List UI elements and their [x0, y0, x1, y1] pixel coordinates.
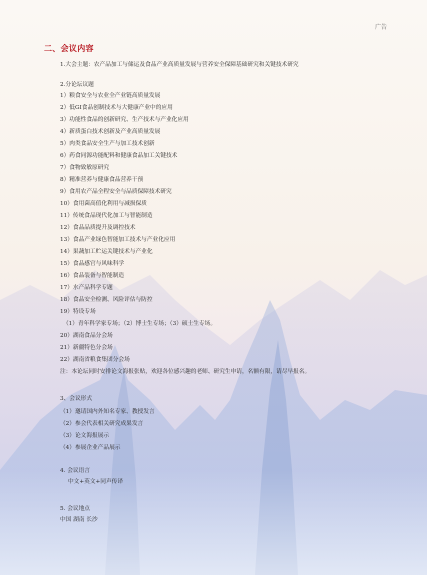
list-item: 21）新疆特色分会场: [60, 345, 113, 351]
list-item: 22）湖南省粮食集团分会场: [60, 357, 130, 363]
list-item: 2）低GI食品创制技术与大健康产业中的应用: [60, 105, 173, 111]
language-section: [60, 466, 123, 488]
list-item: 6）药食同源功能配料和健康食品加工关键技术: [60, 153, 178, 159]
format-list: [60, 406, 155, 454]
list-item: 12）食品品质提升及调控技术: [60, 225, 136, 231]
list-item: 1）粮食安全与农业全产业链高质量发展: [60, 93, 161, 99]
forum-topics-section: [60, 80, 310, 378]
format-title: 3、会议形式: [60, 396, 93, 402]
list-item: （2）参会代表相关研究成果发言: [60, 421, 144, 427]
list-item: 13）食品产业绿色智能加工技术与产业化应用: [60, 237, 176, 243]
language-value: 中文+英文+同声传译: [68, 479, 124, 485]
list-item: 14）果蔬加工贮运关键技术与产业化: [60, 249, 153, 255]
list-item: 9）食用农产品全程安全与品质保障技术研究: [60, 189, 172, 195]
location-value: 中国 湖南 长沙: [60, 517, 98, 523]
list-item: 16）食品装备与智能制造: [60, 273, 125, 279]
list-item: 10）食用菌高值化利用与减损保质: [60, 201, 147, 207]
language-title: 4. 会议语言: [60, 468, 90, 474]
forum-topics-title: 2.分论坛议题: [60, 82, 94, 88]
forum-topics-list: [60, 90, 310, 378]
list-item: （3）论文海报展示: [60, 433, 110, 439]
list-item: 20）湖南食品分会场: [60, 333, 113, 339]
section-title: 二、会议内容: [44, 44, 94, 53]
conference-theme: 1.大会主题：农产品加工与储运及食品产业高质量发展与营养安全保障基础研究和关键技术研究: [60, 62, 299, 68]
list-item: （4）参展企业产品展示: [60, 445, 121, 451]
list-item: 4）新质蛋白技术创新及产业高质量发展: [60, 129, 161, 135]
format-section: [60, 394, 155, 454]
list-item: 19）特设专场: [60, 309, 96, 315]
list-item: 17）水产品科学专题: [60, 285, 113, 291]
list-item: 8）精准营养与健康食品营养干预: [60, 177, 144, 183]
list-item: 18）食品安全检测、风险评估与防控: [60, 297, 153, 303]
location-title: 5. 会议地点: [60, 506, 90, 512]
list-item: 7）食物致敏原研究: [60, 165, 110, 171]
list-item: （1）邀请国内外知名专家、教授发言: [60, 409, 155, 415]
list-item: 11）传统食品现代化加工与智能制造: [60, 213, 153, 219]
location-section: [60, 504, 98, 526]
list-item: 3）功能性食品的创新研究、生产技术与产业化应用: [60, 117, 189, 123]
list-item: 5）肉类食品安全生产与加工技术创新: [60, 141, 155, 147]
special-sessions: （1）青年科学家专场；（2）博士生专场；（3）硕士生专场。: [63, 321, 217, 327]
list-item: 15）食品感官与风味科学: [60, 261, 125, 267]
ad-label: 广告: [374, 24, 387, 31]
poster-note: 注：本论坛同时安排论文海报张贴，欢迎各位感兴趣的老师、研究生申请，名额有限，请尽早报名。: [60, 369, 311, 375]
